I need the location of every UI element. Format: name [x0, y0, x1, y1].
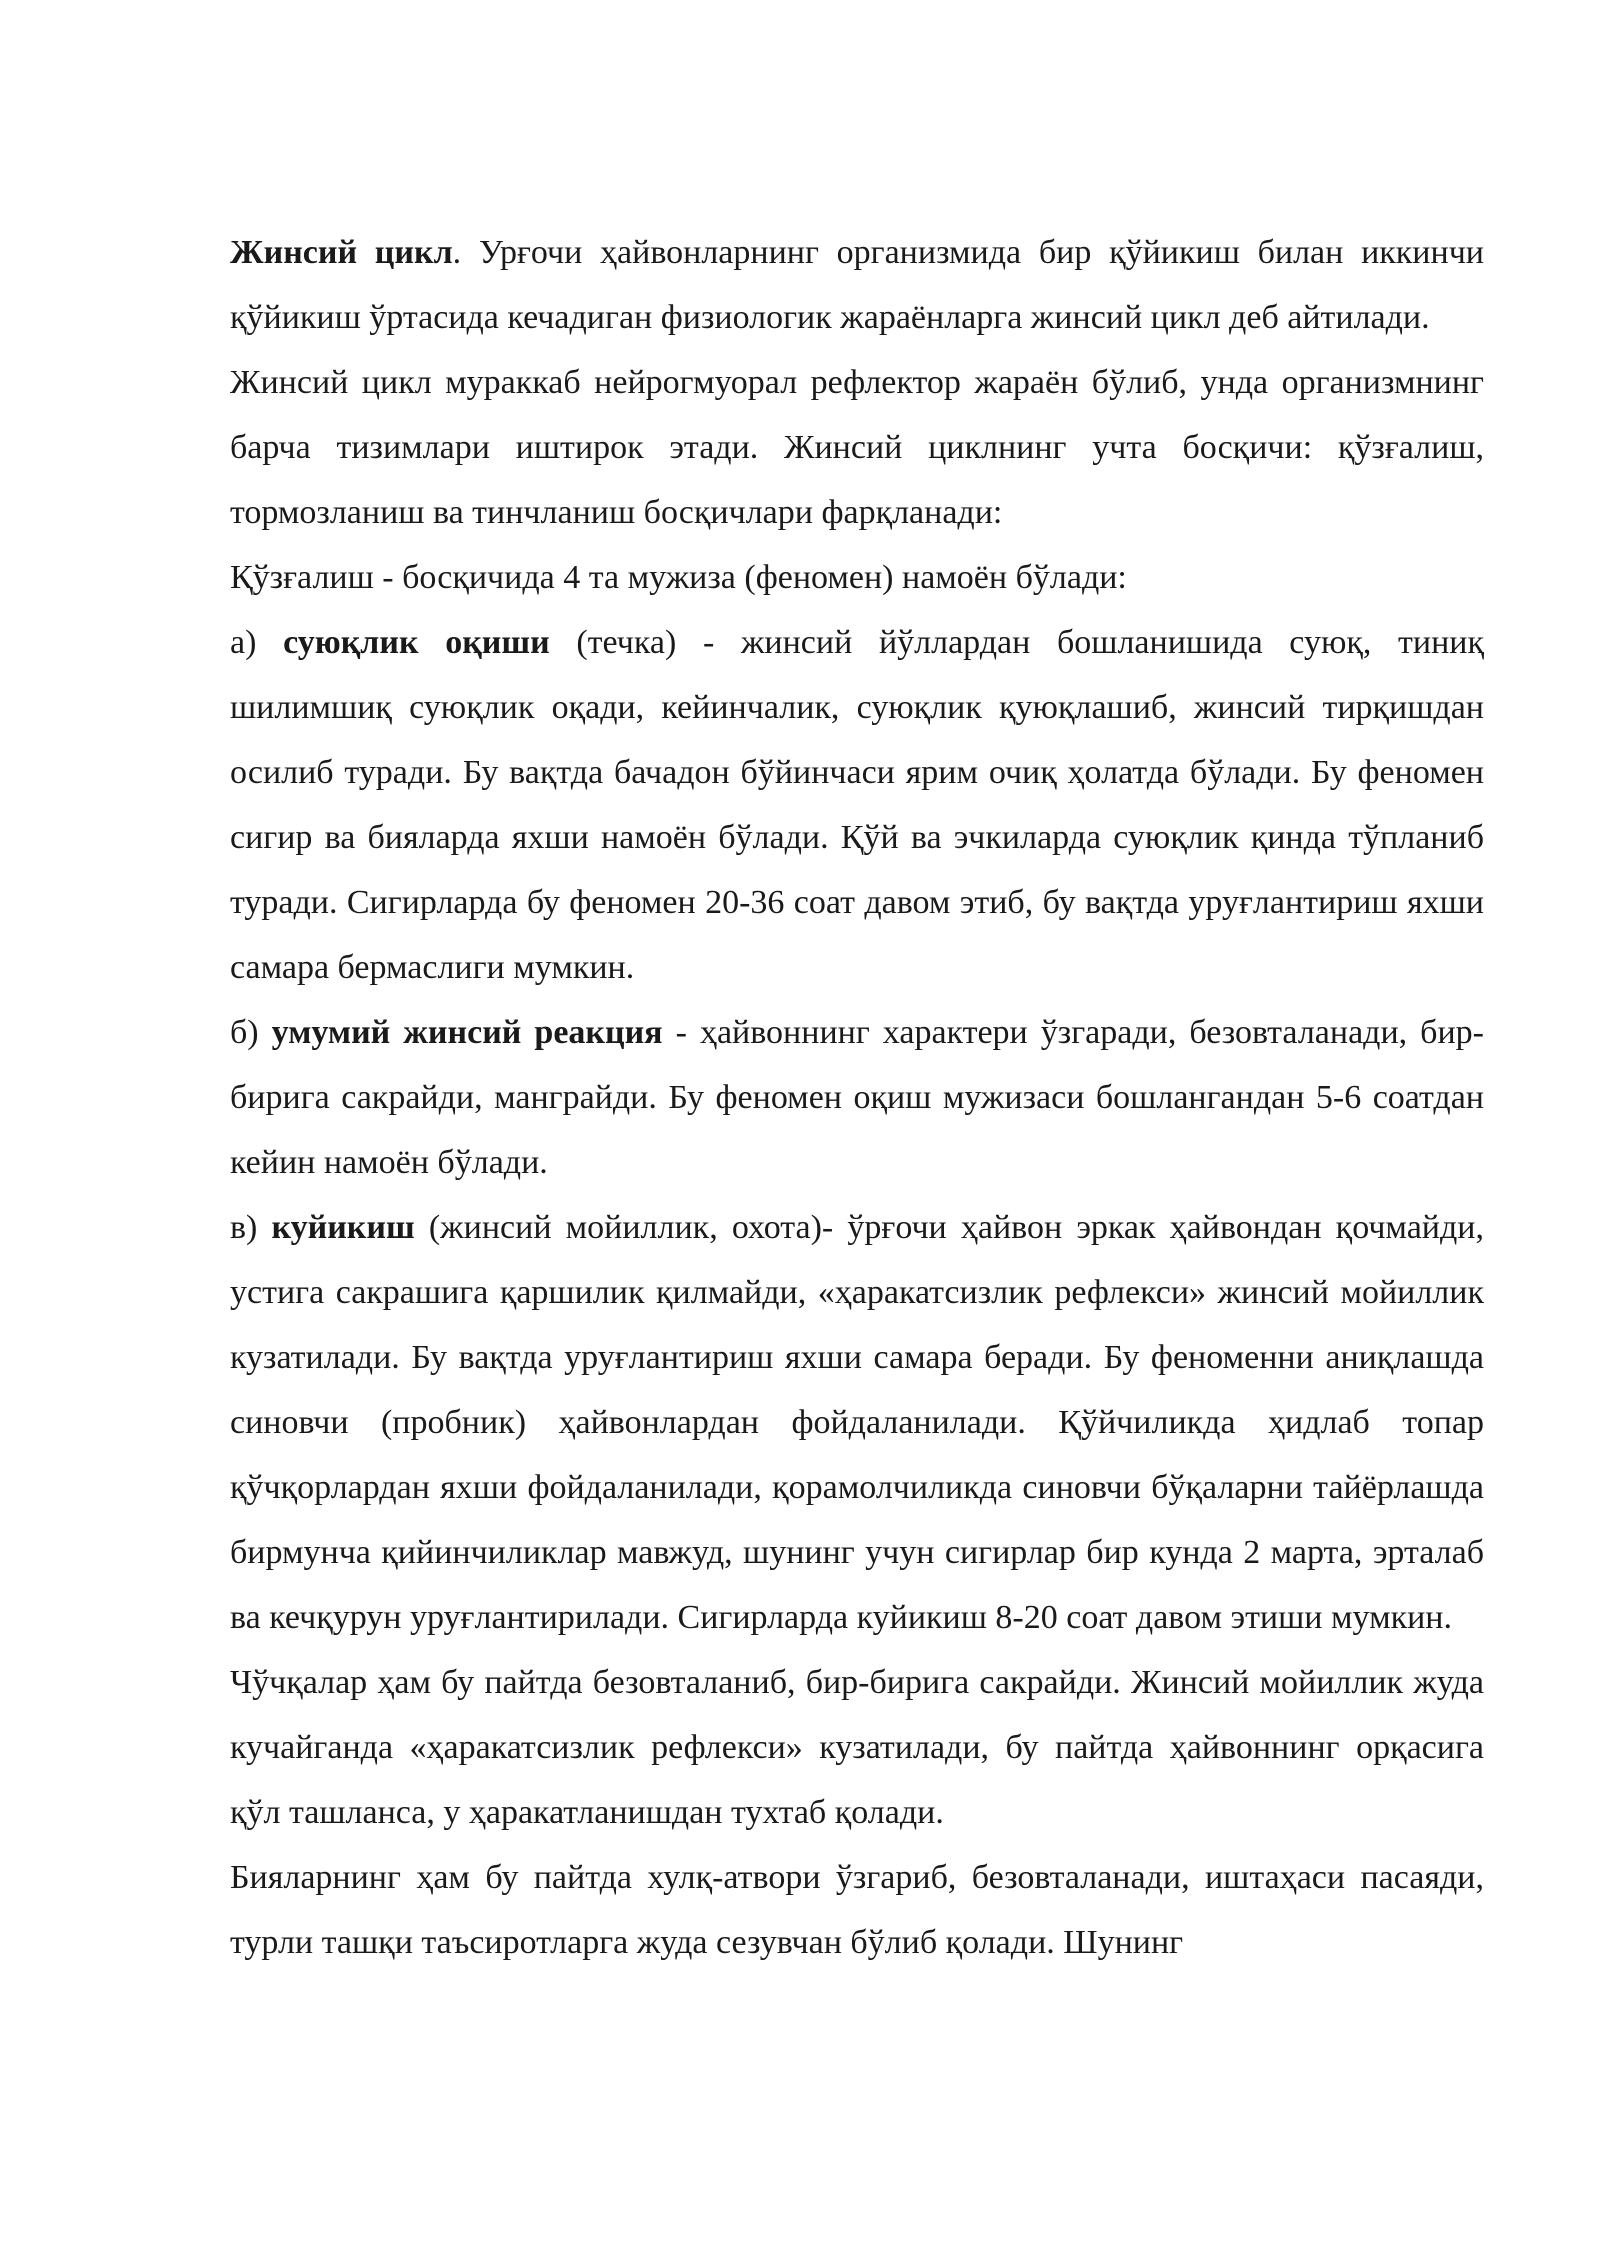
paragraph-phenomenon-b — [230, 1000, 1484, 1195]
paragraph-text: (жинсий мойиллик, охота)- ўрғочи ҳайвон эркак ҳайвондан қочмайди, устига сакрашига қаршилик қилмайди, «ҳаракатсизлик рефлекси» жинсий мойиллик кузатилади. Бу вақтда уруғлантириш яхши самара беради. Бу феноменни аниқлашда синовчи (пробник) ҳайвонлардан фойдаланилади. Қўйчиликда ҳидлаб топар қўчқорлардан яхши фойдаланилади, қорамолчиликда синовчи бўқаларни тайёрлашда бирмунча қийинчиликлар мавжуд, шунинг учун сигирлар бир кунда 2 марта, эрталаб ва кечқурун уруғлантирилади. Сигирларда куйикиш 8-20 соат давом этиши мумкин. — [230, 1209, 1484, 1636]
item-prefix: б) — [230, 1014, 272, 1051]
paragraph-mares: Бияларнинг ҳам бу пайтда хулқ-атвори ўзгариб, безовталанади, иштаҳаси пасаяди, турли ташқи таъсиротларга жуда сезувчан бўлиб қолади. Шунинг — [230, 1859, 1484, 1961]
paragraph-sexual-cycle-definition — [230, 220, 1484, 350]
paragraph-excitation-stage: Қўзғалиш - босқичида 4 та мужиза (феномен) намоён бўлади: — [230, 559, 1127, 596]
document-page — [230, 220, 1484, 1975]
term-general-sexual-reaction: умумий жинсий реакция — [271, 1014, 663, 1051]
paragraph-text: (течка) - жинсий йўллардан бошланишида суюқ, тиниқ шилимшиқ суюқлик оқади, кейинчалик, суюқлик қуюқлашиб, жинсий тирқишдан осилиб туради. Бу вақтда бачадон бўйинчаси ярим очиқ ҳолатда бўлади. Бу феномен сигир ва бияларда яхши намоён бўлади. Қўй ва эчкиларда суюқлик қинда тўпланиб туради. Сигирларда бу феномен 20-36 соат давом этиб, бу вақтда уруғлантириш яхши самара бермаслиги мумкин. — [230, 624, 1484, 986]
item-prefix: а) — [230, 624, 284, 661]
paragraph-text: - ҳайвоннинг характери ўзгаради, безовталанади, бир-бирига сакрайди, манграйди. Бу феномен оқиш мужизаси бошлангандан 5-6 соатдан кейин намоён бўлади. — [230, 1014, 1484, 1181]
paragraph-pigs: Чўчқалар ҳам бу пайтда безовталаниб, бир-бирига сакрайди. Жинсий мойиллик жуда кучайганда «ҳаракатсизлик рефлекси» кузатилади, бу пайтда ҳайвоннинг орқасига қўл ташланса, у ҳаракатланишдан тухтаб қолади. — [230, 1664, 1484, 1831]
paragraph-cycle-stages: Жинсий цикл мураккаб нейрогмуорал рефлектор жараён бўлиб, унда организмнинг барча тизимлари иштирок этади. Жинсий циклнинг учта босқичи: қўзғалиш, тормозланиш ва тинчланиш босқичлари фарқланади: — [230, 364, 1484, 531]
paragraph-phenomenon-c — [230, 1195, 1484, 1650]
term-estrus: куйикиш — [271, 1209, 415, 1246]
paragraph-text: . Урғочи ҳайвонларнинг организмида бир қўйикиш билан иккинчи қўйикиш ўртасида кечадиган физиологик жараёнларга жинсий цикл деб айтилади. — [230, 234, 1484, 336]
term-sexual-cycle: Жинсий цикл — [230, 234, 453, 271]
paragraph-phenomenon-a — [230, 610, 1484, 1000]
item-prefix: в) — [230, 1209, 272, 1246]
term-fluid-discharge: суюқлик оқиши — [283, 624, 550, 661]
